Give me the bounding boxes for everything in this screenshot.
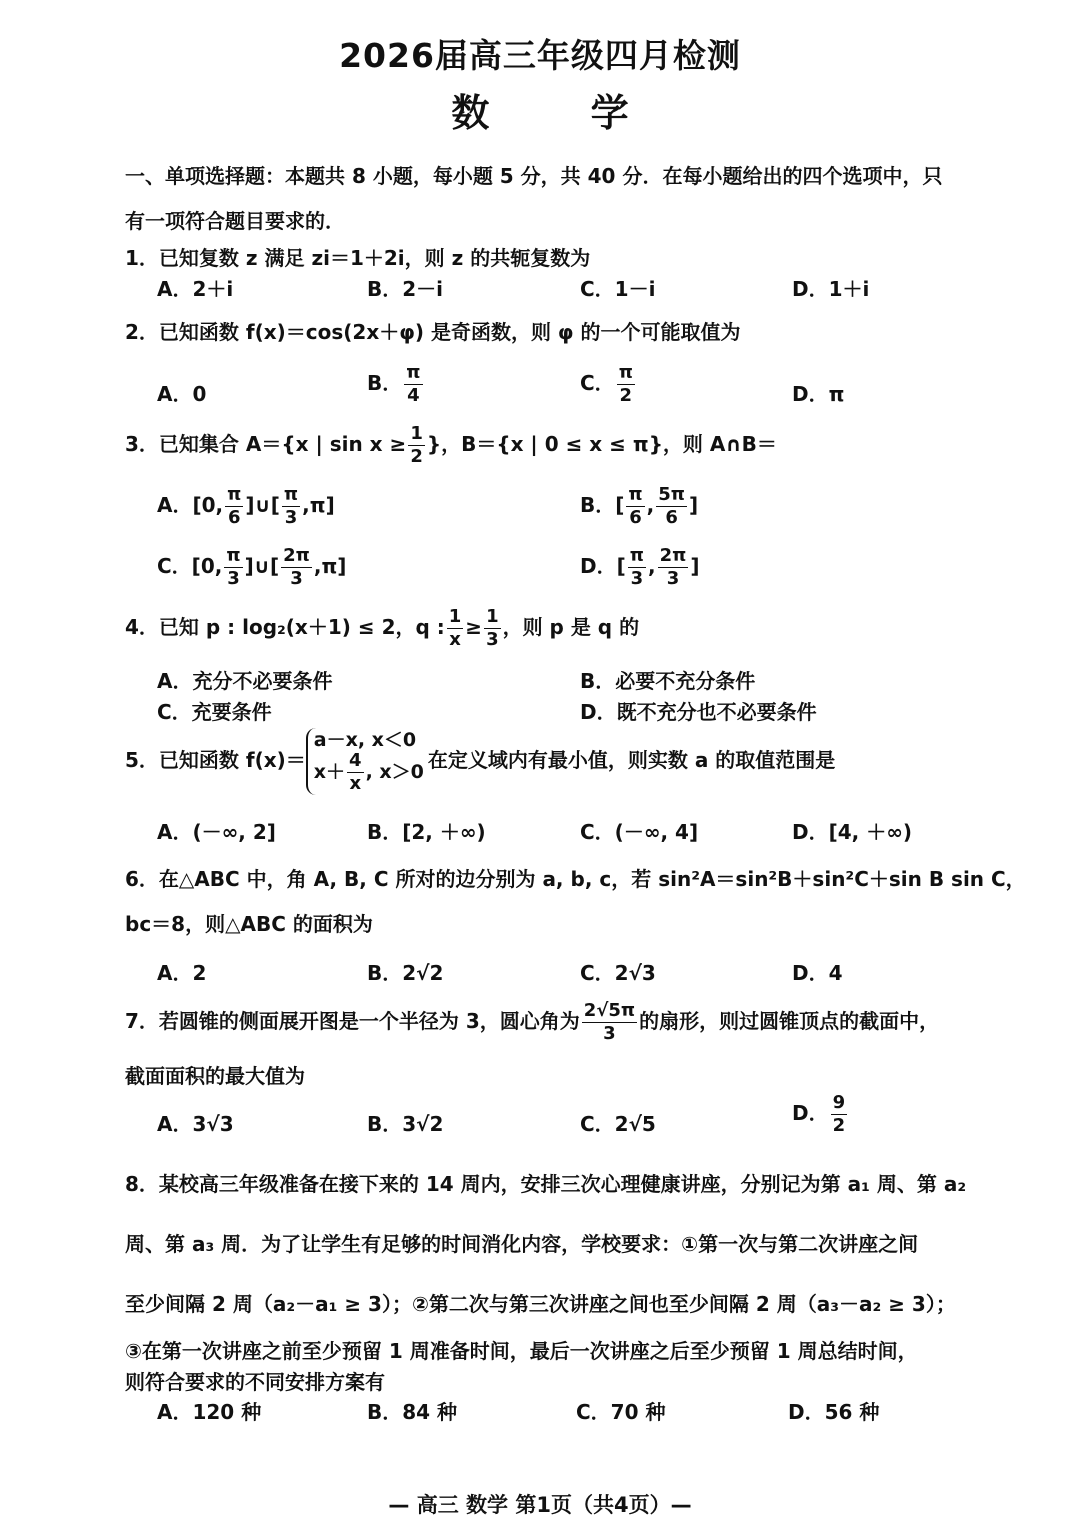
q7-stem-line2: 截面面积的最大值为 [125, 1064, 305, 1088]
q8-option-c: C．70 种 [576, 1400, 666, 1424]
q5-option-a: A．(－∞, 2] [157, 820, 276, 844]
q7-option-b: B．3√2 [367, 1112, 444, 1136]
q7-stem-line1: 7．若圆锥的侧面展开图是一个半径为 3，圆心角为 $\frac{2√5\pi}{3}$ 的扇形，则过圆锥顶点的截面中， [125, 1000, 940, 1044]
section-instructions-line2: 有一项符合题目要求的． [125, 209, 345, 233]
q2-option-a: A．0 [157, 382, 207, 406]
q5-stem: 5．已知函数 f(x)＝ a－x, x＜0 x＋ $\frac{4}{x}$ , x＞0 在定义域内有最小值，则实数 a 的取值范围是 [125, 729, 836, 794]
q4-option-c: C．充要条件 [157, 700, 272, 724]
q3-option-c: C．[0, $\frac{\pi}{3}$ ]∪[ $\frac{2\pi}{3}$ ,π] [157, 545, 347, 589]
q2-option-c: C． $\frac{\pi}{2}$ [580, 362, 633, 406]
q4-option-b: B．必要不充分条件 [580, 669, 756, 693]
q8-stem-line1: 8．某校高三年级准备在接下来的 14 周内，安排三次心理健康讲座，分别记为第 a₁ 周、第 a₂ [125, 1172, 967, 1196]
q6-stem-line2: bc＝8，则△ABC 的面积为 [125, 912, 373, 936]
q1-option-a: A．2＋i [157, 277, 234, 301]
q8-stem-line2: 周、第 a₃ 周．为了让学生有足够的时间消化内容，学校要求：①第一次与第二次讲座之间 [125, 1232, 919, 1256]
q3-stem: 3．已知集合 A＝{x | sin x ≥ $\frac{1}{2}$ }，B＝{x | 0 ≤ x ≤ π}，则 A∩B＝ [125, 423, 777, 467]
q5-option-b: B．[2, ＋∞) [367, 820, 486, 844]
q5-option-c: C．(－∞, 4] [580, 820, 699, 844]
page-footer: — 高三 数学 第1页（共4页）— [388, 1493, 692, 1517]
q5-piecewise: a－x, x＜0 x＋ $\frac{4}{x}$ , x＞0 [306, 728, 428, 795]
q4-option-a: A．充分不必要条件 [157, 669, 333, 693]
q5-option-d: D．[4, ＋∞) [792, 820, 913, 844]
q4-stem: 4．已知 p : log₂(x＋1) ≤ 2，q : $\frac{1}{x}$ ≥ $\frac{1}{3}$ ，则 p 是 q 的 [125, 606, 640, 650]
q3-option-d: D．[ $\frac{\pi}{3}$ , $\frac{2\pi}{3}$ ] [580, 545, 700, 589]
q7-option-d: D． $\frac{9}{2}$ [792, 1092, 846, 1136]
q8-stem-line5: 则符合要求的不同安排方案有 [125, 1370, 385, 1394]
q7-option-c: C．2√5 [580, 1112, 656, 1136]
q6-option-c: C．2√3 [580, 961, 656, 985]
q1-stem: 1．已知复数 z 满足 zi＝1＋2i，则 z 的共轭复数为 [125, 246, 591, 270]
section-instructions-line1: 一、单项选择题：本题共 8 小题，每小题 5 分，共 40 分．在每小题给出的四个选项中，只 [125, 164, 943, 188]
q8-option-d: D．56 种 [788, 1400, 880, 1424]
q3-option-b: B．[ $\frac{\pi}{6}$ , $\frac{5\pi}{6}$ ] [580, 484, 699, 528]
q2-option-b: B． $\frac{\pi}{4}$ [367, 362, 421, 406]
q8-stem-line3: 至少间隔 2 周（a₂－a₁ ≥ 3）；②第二次与第三次讲座之间也至少间隔 2 周（a₃－a₂ ≥ 3）； [125, 1292, 956, 1316]
q1-option-d: D．1＋i [792, 277, 870, 301]
subject-title: 数 学 [451, 91, 673, 135]
q4-option-d: D．既不充分也不必要条件 [580, 700, 817, 724]
q6-option-b: B．2√2 [367, 961, 444, 985]
q6-option-d: D．4 [792, 961, 843, 985]
q6-option-a: A．2 [157, 961, 207, 985]
q8-option-b: B．84 种 [367, 1400, 458, 1424]
q6-stem-line1: 6．在△ABC 中，角 A, B, C 所对的边分别为 a, b, c，若 sin²A＝sin²B＋sin²C＋sin B sin C， [125, 867, 1026, 891]
q1-option-b: B．2－i [367, 277, 444, 301]
q7-option-a: A．3√3 [157, 1112, 234, 1136]
q3-option-a: A．[0, $\frac{\pi}{6}$ ]∪[ $\frac{\pi}{3}$ ,π] [157, 484, 335, 528]
q2-option-d: D．π [792, 382, 845, 406]
q2-stem: 2．已知函数 f(x)＝cos(2x＋φ) 是奇函数，则 φ 的一个可能取值为 [125, 320, 741, 344]
q8-stem-line4: ③在第一次讲座之前至少预留 1 周准备时间，最后一次讲座之后至少预留 1 周总结时间， [125, 1339, 918, 1363]
exam-title: 2026届高三年级四月检测 [339, 36, 741, 75]
q1-option-c: C．1－i [580, 277, 656, 301]
q8-option-a: A．120 种 [157, 1400, 262, 1424]
